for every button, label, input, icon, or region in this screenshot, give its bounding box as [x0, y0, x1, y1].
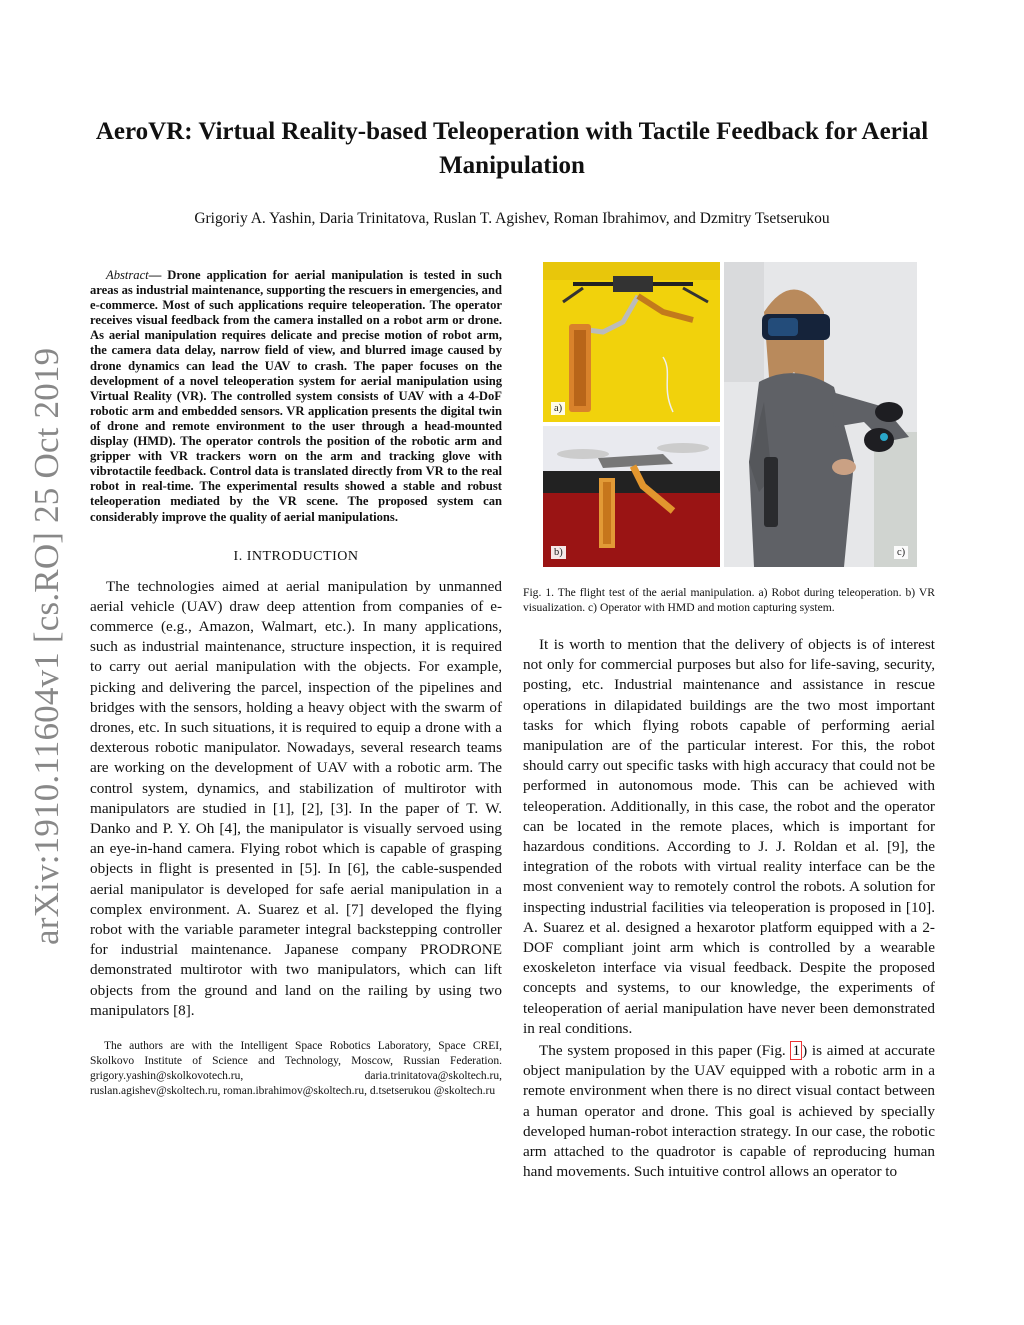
abstract-lead: Abstract [106, 268, 149, 282]
abstract-text: — Drone application for aerial manipulation is tested in such areas as industrial maintenance, supporting the rescuers in emergencies, and e-commerce. Most of such applications require teleoperation. The operator receives visual feedback from the camera installed on a robot arm or drone. As aerial manipulation requires delicate and precise motion of robot arm, the camera data delay, narrow field of view, and blurred image caused by drone dynamics can lead the UAV to crash. The paper focuses on the development of a novel teleoperation system for aerial manipulation using Virtual Reality (VR). The controlled system consists of UAV with a 4-DoF robotic arm and embedded sensors. VR application presents the digital twin of drone and remote environment to the user through a head-mounted display (HMD). The operator controls the position of the robotic arm and gripper with VR trackers worn on the arm and tracking glove with vibrotactile feedback. Control data is translated directly from VR to the real robot in real-time. The experimental results showed a stable and robust teleoperation mediated by the VR scene. The proposed system can considerably improve the quality of aerial manipulations. [90, 268, 502, 524]
intro-paragraph: The technologies aimed at aerial manipulation by unmanned aerial vehicle (UAV) draw deep attention from companies of e-commerce (e.g., Amazon, Walmart, etc.). In many applications, such as industrial maintenance, structure inspection, it is required to carry out aerial manipulation with the objects. For example, picking and delivering the parcel, inspection of the pipelines and bridges with the sensors, holding a heavy object with the swarm of drones, etc. In such situations, it is required to equip a drone with a dexterous robotic manipulator. Nowadays, several research teams are working on the development of UAV with a robotic arm. The control system, dynamics, and stabilization of multirotor with manipulators are studied in [1], [2], [3]. In the paper of T. W. Danko and P. Y. Oh [4], the manipulator is visually servoed using an eye-in-hand camera. Flying robot which is capable of grasping objects in flight is presented in [5]. In [6], the cable-suspended aerial manipulator is developed for safe aerial manipulation in a complex environment. A. Suarez et al. [7] developed the flying robot with the variable parameter integral backstepping controller for industrial maintenance. Japanese company PRODRONE demonstrated multirotor with two manipulators, which can lift objects from the ground and land on the railing by using two manipulators [8]. [90, 577, 502, 1019]
figure-1 [543, 262, 917, 567]
robot-photo-illustration [543, 262, 720, 422]
arxiv-side-stamp: arXiv:1910.11604v1 [cs.RO] 25 Oct 2019 [27, 347, 66, 945]
section-heading-introduction: I. INTRODUCTION [233, 548, 359, 564]
right-column [523, 585, 935, 1182]
figure-1-caption: Fig. 1. The flight test of the aerial manipulation. a) Robot during teleoperation. b) VR visualization. c) Operator with HMD and motion capturing system. [523, 586, 935, 614]
author-affiliation-footnote: The authors are with the Intelligent Space Robotics Laboratory, Space CREI, Skolkovo Institute of Science and Technology, Moscow, Russian Federation. grigory.yashin@skolkovotech.ru, daria.trinitatova@skoltech.ru, ruslan.agishev@skoltech.ru, roman.ibrahimov@skoltech.ru, d.tsetserukou @skoltech.ru [90, 1040, 502, 1098]
panel-label-a: a) [551, 402, 565, 415]
abstract [90, 268, 502, 525]
panel-label-b: b) [551, 546, 566, 559]
right-paragraph-2-start: The system proposed in this paper (Fig. [539, 1042, 791, 1060]
paper-title: AeroVR: Virtual Reality-based Teleoperation with Tactile Feedback for Aerial Manipulation [95, 118, 929, 179]
figure-panel-vr-visualization [543, 426, 720, 567]
right-paragraph-2-rest: ) is aimed at accurate object manipulation by the UAV equipped with a robotic arm in a remote environment when there is no direct visual contact between a human operator and drone. This goal is achieved by specially developed human-robot interaction strategy. In our case, the robotic arm attached to the quadrotor is capable of reproducing human hand movements. Such intuitive control allows an operator to [523, 1042, 935, 1181]
vr-visualization-illustration [543, 426, 720, 567]
right-paragraph-2 [523, 1041, 935, 1182]
figure-reference-link[interactable]: 1 [792, 1042, 801, 1060]
figure-panel-operator-photo [724, 262, 917, 567]
left-column [90, 268, 502, 1099]
panel-label-c: c) [894, 546, 908, 559]
operator-photo-illustration [724, 262, 917, 567]
author-list: Grigoriy A. Yashin, Daria Trinitatova, Ruslan T. Agishev, Roman Ibrahimov, and Dzmitry Tsetserukou [194, 210, 830, 227]
right-paragraph-1: It is worth to mention that the delivery of objects is of interest not only for commercial purposes but also for life-saving, security, posting, etc. Industrial maintenance and assistance in rescue operations in dilapidated buildings are the two most important tasks for which flying robots capable of performing aerial manipulation are of the particular interest. For this, the robot should carry out specific tasks with high accuracy that could not be performed in autonomous mode. This can be achieved with teleoperation. Additionally, in this case, the robot and the operator can be located in the remote places, which is important for hazardous conditions. According to J. J. Roldan et al. [9], the integration of the robots with virtual reality interface can be the most convenient way to remotely control the robots. A solution for inspecting industrial facilities via teleoperation is proposed in [10]. A. Suarez et al. designed a hexarotor platform equipped with a 2-DOF compliant joint arm which is controlled by a wearable exoskeleton interface via visual feedback. Despite the proposed concepts and systems, to our knowledge, the experiments of teleoperation of aerial manipulation have never been demonstrated in real conditions. [523, 636, 935, 1037]
figure-panel-robot-photo [543, 262, 720, 422]
